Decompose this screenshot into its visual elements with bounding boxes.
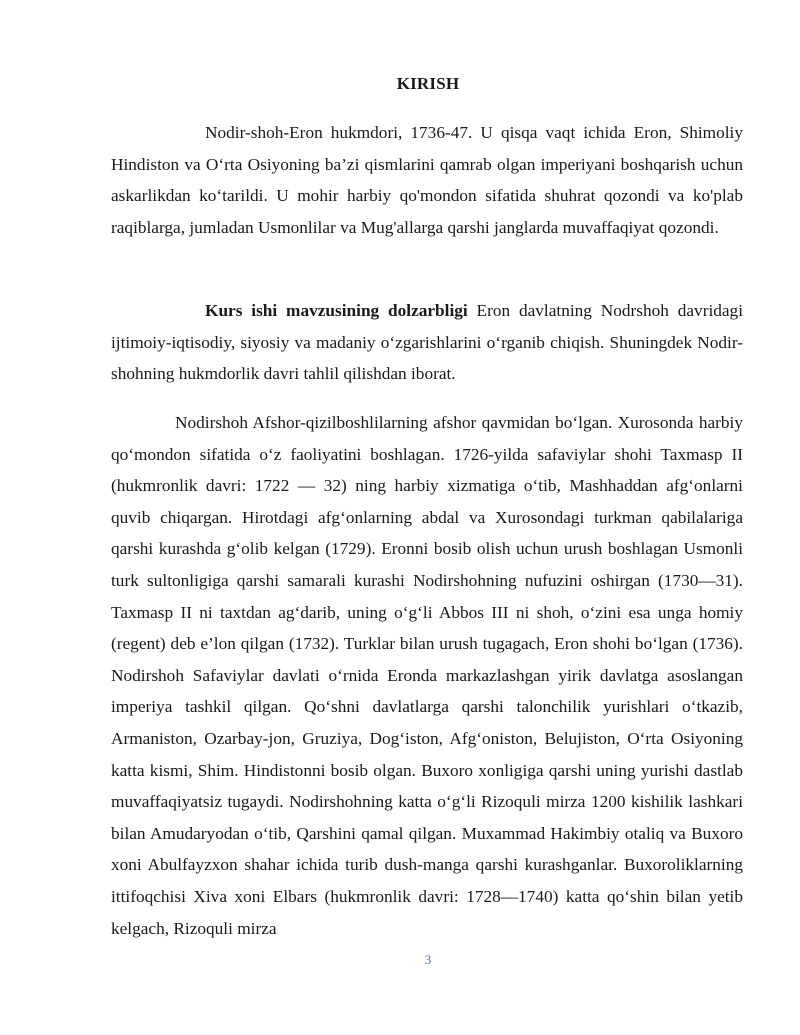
relevance-heading: Kurs ishi mavzusining dolzarbligi: [205, 301, 468, 320]
relevance-text: Eron davlatning Nodrshoh davridagi ijtimoiy-iqtisodiy, siyosiy va madaniy o‘zgarishlarini o‘rganib chiqish. Shuningdek Nodir-shohning hukmdorlik davri tahlil qilishdan iborat.: [111, 301, 743, 384]
history-paragraph: Nodirshoh Afshor-qizilboshlilarning afshor qavmidan bo‘lgan. Xurosonda harbiy qo‘mondon sifatida o‘z faoliyatini boshlagan. 1726-yilda safaviylar shohi Taxmasp II (hukmronlik davri: 1722 — 32) ning harbiy xizmatiga o‘tib, Mashhaddan afg‘onlarni quvib chiqargan. Hirotdagi afg‘onlarning abdal va Xurosondagi turkman qabilalariga qarshi kurashda g‘olib kelgan (1729). Eronni bosib olish uchun urush boshlagan Usmonli turk sultonligiga qarshi samarali kurashi Nodirshohning nufuzini oshirgan (1730—31). Taxmasp II ni taxtdan ag‘darib, uning o‘g‘li Abbos III ni shoh, o‘zini esa unga homiy (regent) deb e’lon qilgan (1732). Turklar bilan urush tugagach, Eron shohi bo‘lgan (1736). Nodirshoh Safaviylar davlati o‘rnida Eronda markazlashgan yirik davlatga asoslangan imperiya tashkil qilgan. Qo‘shni davlatlarga qarshi talonchilik yurishlari o‘tkazib, Armaniston, Ozarbay-jon, Gruziya, Dog‘iston, Afg‘oniston, Belujiston, O‘rta Osiyoning katta kismi, Shim. Hindistonni bosib olgan. Buxoro xonligiga qarshi uning yurishi dastlab muvaffaqiyatsiz tugaydi. Nodirshohning katta o‘g‘li Rizoquli mirza 1200 kishilik lashkari bilan Amudaryodan o‘tib, Qarshini qamal qilgan. Muxammad Hakimbiy otaliq va Buxoro xoni Abulfayzxon shahar ichida turib dush-manga qarshi kurashganlar. Buxoroliklarning ittifoqchisi Xiva xoni Elbars (hukmronlik davri: 1728—1740) katta qo‘shin bilan yetib kelgach, Rizoquli mirza: [111, 413, 743, 938]
page-number: 3: [424, 952, 432, 967]
intro-paragraph: Nodir-shoh-Eron hukmdori, 1736-47. U qisqa vaqt ichida Eron, Shimoliy Hindiston va O‘rta Osiyoning ba’zi qismlarini qamrab olgan imperiyani boshqarish uchun askarlikdan ko‘tarildi. U mohir harbiy qo'mondon sifatida shuhrat qozondi va ko'plab raqiblarga, jumladan Usmonlilar va Mug'allarga qarshi janglarda muvaffaqiyat qozondi.: [111, 123, 743, 237]
relevance-paragraph: [111, 295, 743, 390]
section-title: KIRISH: [396, 74, 460, 93]
